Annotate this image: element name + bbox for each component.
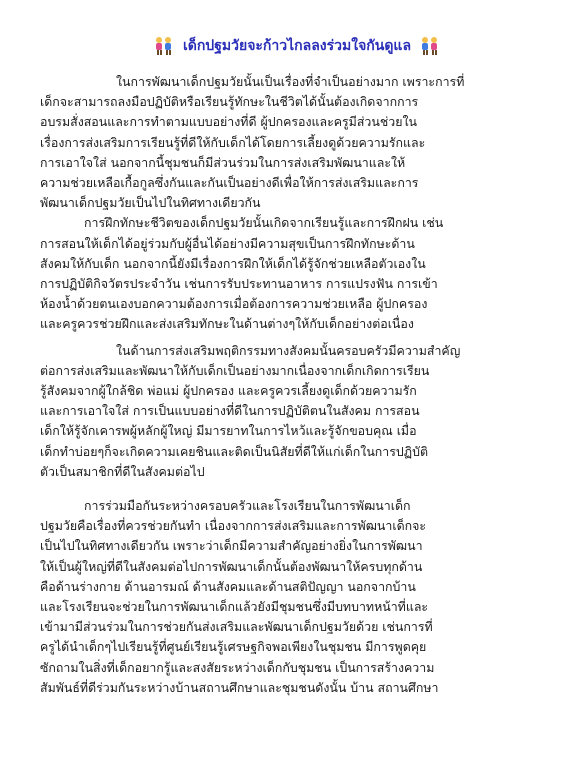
paragraph-line: รู้สังคมจากผู้ใกล้ชิด พ่อแม่ ผู้ปกครอง และครูควรเลี้ยงดูเด็กด้วยความรัก: [40, 383, 417, 399]
paragraph-line: สังคมให้กับเด็ก นอกจากนี้ยังมีเรื่องการฝึกให้เด็กได้รู้จักช่วยเหลือตัวเองใน: [40, 255, 426, 271]
paragraph-line: พัฒนาเด็กปฐมวัยเป็นไปในทิศทางเดียวกัน: [40, 195, 261, 211]
title-row: [40, 36, 554, 56]
paragraph-line: ห้องน้ำด้วยตนเองบอกความต้องการเมื่อต้องการความช่วยเหลือ ผู้ปกครอง: [40, 296, 428, 312]
document-title: เด็กปฐมวัยจะก้าวไกลลงร่วมใจกันดูแล: [182, 38, 412, 54]
paragraph-line: การฝึกทักษะชีวิตของเด็กปฐมวัยนั้นเกิดจากเรียนรู้และการฝึกฝน เช่น: [84, 215, 444, 231]
paragraph-line: ตัวเป็นสมาชิกที่ดีในสังคมต่อไป: [40, 463, 205, 479]
paragraph-line: เรื่องการส่งเสริมการเรียนรู้ที่ดีให้กับเด็กได้โดยการเลี้ยงดูด้วยความรักและ: [40, 134, 426, 150]
paragraph-line: การเอาใจใส่ นอกจากนี้ชุมชนก็มีส่วนร่วมในการส่งเสริมพัฒนาและให้: [40, 154, 406, 170]
children-icon: [153, 36, 175, 56]
paragraph-line: คือด้านร่างกาย ด้านอารมณ์ ด้านสังคมและด้านสติปัญญา นอกจากบ้าน: [40, 578, 416, 594]
paragraph-line: ต่อการส่งเสริมและพัฒนาให้กับเด็กเป็นอย่างมากเนื่องจากเด็กเกิดการเรียน: [40, 362, 430, 378]
paragraph-line: การสอนให้เด็กได้อยู่ร่วมกับผู้อื่นได้อย่างมีความสุขเป็นการฝึกทักษะด้าน: [40, 235, 415, 251]
paragraph-line: การปฏิบัติกิจวัตรประจำวัน เช่นการรับประทานอาหาร การแปรงฟัน การเข้า: [40, 276, 438, 292]
paragraph-4: [40, 496, 554, 698]
paragraph-line: เข้ามามีส่วนร่วมในการช่วยกันส่งเสริมและพัฒนาเด็กปฐมวัยด้วย เช่นการที่: [40, 619, 433, 635]
paragraph-line: ซักถามในสิ่งที่เด็กอยากรู้และสงสัยระหว่างเด็กกับชุมชน เป็นการสร้างความ: [40, 659, 435, 675]
paragraph-line: และการเอาใจใส่ การเป็นแบบอย่างที่ดีในการปฏิบัติตนในสังคม การสอน: [40, 403, 420, 419]
paragraph-line: ความช่วยเหลือเกื้อกูลซึ่งกันและกันเป็นอย่างดีเพื่อให้การส่งเสริมและการ: [40, 175, 419, 191]
paragraph-line: สัมพันธ์ที่ดีร่วมกันระหว่างบ้านสถานศึกษาและชุมชนดังนั้น บ้าน สถานศึกษา: [40, 679, 439, 695]
paragraph-line: ครูได้นำเด็กๆไปเรียนรู้ที่ศูนย์เรียนรู้เศรษฐกิจพอเพียงในชุมชน มีการพูดคุย: [40, 639, 427, 655]
paragraph-3: [40, 341, 554, 482]
paragraph-line: ในการพัฒนาเด็กปฐมวัยนั้นเป็นเรื่องที่จำเป็นอย่างมาก เพราะการที่: [116, 74, 465, 89]
paragraph-2: [40, 213, 554, 334]
children-icon: [419, 36, 441, 56]
paragraph-line: เป็นไปในทิศทางเดียวกัน เพราะว่าเด็กมีความสำคัญอย่างยิ่งในการพัฒนา: [40, 538, 423, 554]
paragraph-line: การร่วมมือกันระหว่างครอบครัวและโรงเรียนในการพัฒนาเด็ก: [84, 498, 411, 514]
paragraph-line: และครูควรช่วยฝึกและส่งเสริมทักษะในด้านต่างๆให้กับเด็กอย่างต่อเนื่อง: [40, 316, 414, 332]
paragraph-line: ปฐมวัยคือเรื่องที่ควรช่วยกันทำ เนื่องจากการส่งเสริมและการพัฒนาเด็กจะ: [40, 518, 427, 534]
paragraph-line: เด็กจะสามารถลงมือปฏิบัติหรือเรียนรู้ทักษะในชีวิตได้นั้นต้องเกิดจากการ: [40, 94, 419, 110]
paragraph-line: ในด้านการส่งเสริมพฤติกรรมทางสังคมนั้นครอบครัวมีความสำคัญ: [116, 342, 461, 358]
paragraph-line: ให้เป็นผู้ใหญ่ที่ดีในสังคมต่อไปการพัฒนาเด็กนั้นต้องพัฒนาให้ครบทุกด้าน: [40, 558, 423, 574]
paragraph-1: [40, 72, 554, 213]
paragraph-line: เด็กทำบ่อยๆก็จะเกิดความเคยชินและติดเป็นนิสัยที่ดีให้แก่เด็กในการปฏิบัติ: [40, 443, 428, 459]
paragraph-line: เด็กให้รู้จักเคารพผู้หลักผู้ใหญ่ มีมารยาทในการไหว้และรู้จักขอบคุณ เมื่อ: [40, 423, 417, 439]
paragraph-line: และโรงเรียนจะช่วยในการพัฒนาเด็กแล้วยังมีชุมชนซึ่งมีบทบาทหน้าที่และ: [40, 599, 429, 615]
paragraph-line: อบรมสั่งสอนและการทำตามแบบอย่างที่ดี ผู้ปกครองและครูมีส่วนช่วยใน: [40, 114, 417, 130]
